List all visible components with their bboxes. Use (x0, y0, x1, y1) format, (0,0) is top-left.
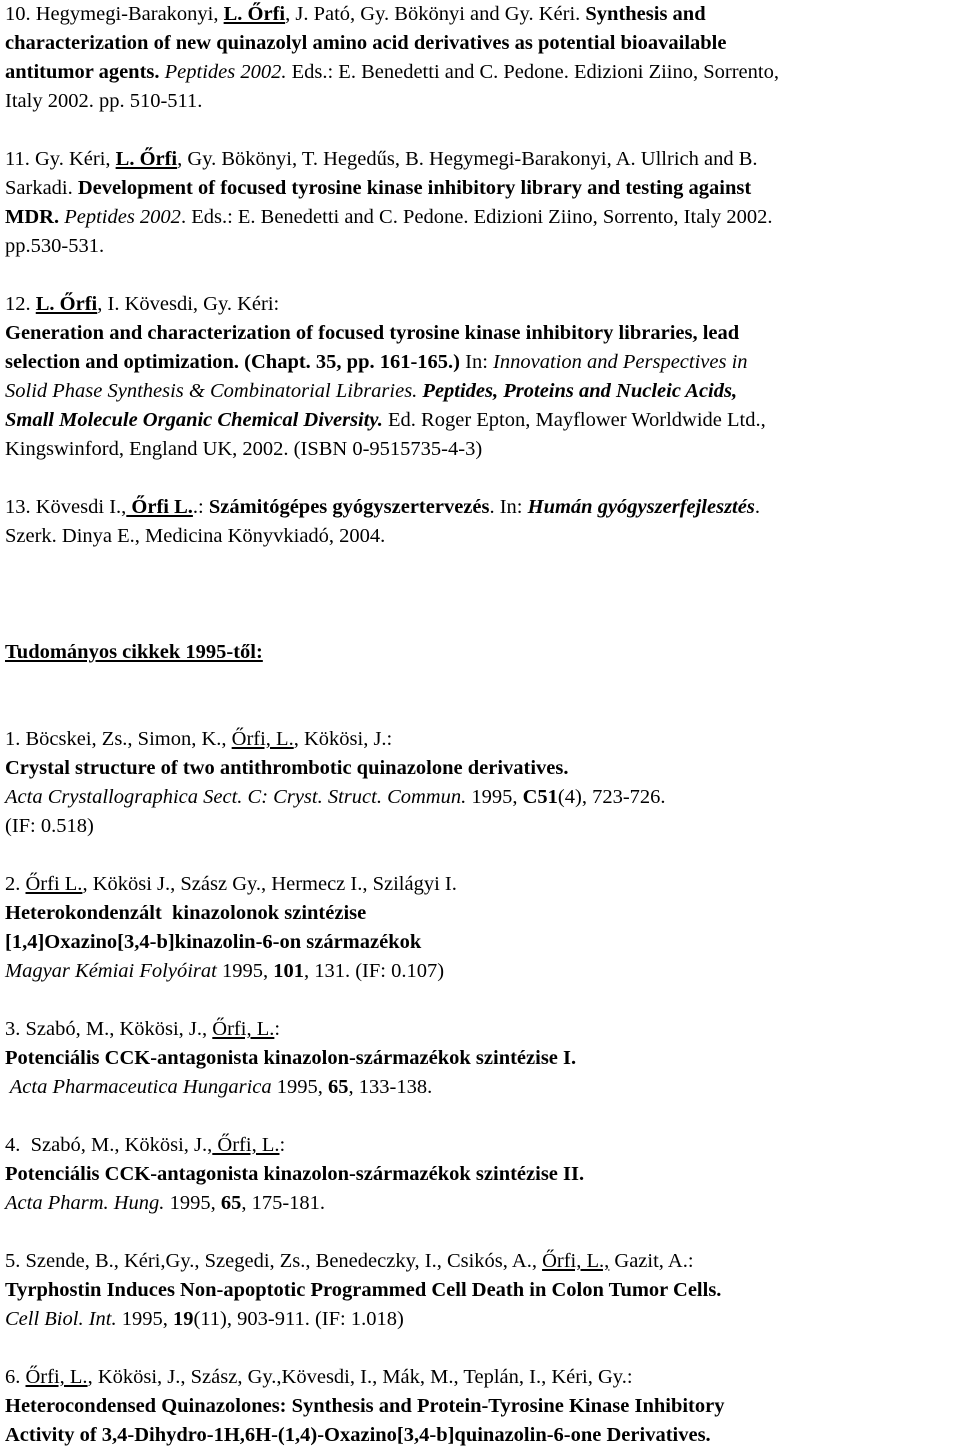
year: 1995, (116, 1308, 173, 1330)
reference-title: Számitógépes gyógyszertervezés (208, 496, 490, 518)
reference-title: Development of focused tyrosine kinase inhibitory library and testing against (77, 177, 752, 199)
reference-line (5, 783, 955, 812)
reference-line (5, 1247, 955, 1276)
reference-11 (5, 145, 955, 261)
reference-line (5, 174, 955, 203)
authors: , Kökösi, J., Szász, Gy.,Kövesdi, I., Mák, M., Teplán, I., Kéri, Gy.: (87, 1366, 633, 1388)
highlighted-author: L. Őrfi (115, 148, 178, 170)
highlighted-author: Őrfi L. (25, 873, 83, 895)
document-page (5, 0, 955, 1450)
series-title: Small Molecule Organic Chemical Diversity. (5, 409, 383, 431)
reference-line (5, 0, 955, 29)
authors: 3. Szabó, M., Kökösi, J., (5, 1018, 213, 1040)
impact-factor: (IF: 0.518) (5, 815, 94, 837)
source-title: Innovation and Perspectives in (493, 351, 748, 373)
volume: C51 (522, 786, 558, 808)
series-title: Peptides, Proteins and Nucleic Acids, (417, 380, 738, 402)
reference-line (5, 1015, 955, 1044)
authors: Sarkadi. (5, 177, 78, 199)
authors: : (279, 1134, 286, 1156)
reference-line (5, 290, 955, 319)
journal-name: Acta Pharmaceutica Hungarica (5, 1076, 272, 1098)
source-details: Ed. Roger Epton, Mayflower Worldwide Ltd., (382, 409, 766, 431)
authors: 6. (5, 1366, 26, 1388)
highlighted-author: Őrfi, L. (231, 728, 294, 750)
article-title: Tyrphostin Induces Non-apoptotic Programmed Cell Death in Colon Tumor Cells. (5, 1279, 722, 1301)
authors: 1. Böcskei, Zs., Simon, K., (5, 728, 232, 750)
volume: 19 (172, 1308, 194, 1330)
article-4 (5, 1131, 955, 1218)
reference-line (5, 1305, 955, 1334)
authors: , Kökösi, J.: (293, 728, 393, 750)
journal-name: Acta Pharm. Hung. (5, 1192, 165, 1214)
article-title: Potenciális CCK-antagonista kinazolon-származékok szintézise II. (5, 1163, 585, 1185)
authors: , J. Pató, Gy. Bökönyi and Gy. Kéri. (285, 3, 586, 25)
punctuation: . (754, 496, 760, 518)
highlighted-author: Őrfi, L. (212, 1134, 280, 1156)
article-6 (5, 1363, 955, 1450)
reference-line (5, 1363, 955, 1392)
reference-title: Synthesis and (585, 3, 706, 25)
reference-line (5, 957, 955, 986)
source-title: Humán gyógyszerfejlesztés (527, 496, 755, 518)
authors: .: (192, 496, 209, 518)
article-5 (5, 1247, 955, 1334)
pages: , 133-138. (348, 1076, 433, 1098)
authors: , Kökösi J., Szász Gy., Hermecz I., Szilágyi I. (82, 873, 457, 895)
journal-name: Cell Biol. Int. (5, 1308, 117, 1330)
highlighted-author: L. Őrfi (35, 293, 98, 315)
authors: Gazit, A.: (609, 1250, 694, 1272)
source-title: Peptides 2002. (159, 61, 287, 83)
reference-12 (5, 290, 955, 464)
source-details: Szerk. Dinya E., Medicina Könyvkiadó, 2004. (5, 525, 386, 547)
reference-title: Generation and characterization of focused tyrosine kinase inhibitory libraries, lead (5, 322, 740, 344)
source-title: Solid Phase Synthesis & Combinatorial Libraries. (5, 380, 418, 402)
pages: (4), 723-726. (557, 786, 666, 808)
article-title: Crystal structure of two antithrombotic quinazolone derivatives. (5, 757, 569, 779)
highlighted-author: Őrfi, L. (212, 1018, 275, 1040)
article-title: Heterokondenzált kinazolonok szintézise (5, 902, 367, 924)
year: 1995, (164, 1192, 221, 1214)
source-prefix: In: (460, 351, 494, 373)
reference-line (5, 493, 955, 522)
journal-name: Acta Crystallographica Sect. C: Cryst. Struct. Commun. (5, 786, 467, 808)
source-details: . Eds.: E. Benedetti and C. Pedone. Edizioni Ziino, Sorrento, Italy 2002. (180, 206, 773, 228)
source-title: Peptides 2002 (64, 206, 181, 228)
reference-line (5, 58, 955, 87)
highlighted-author: Őrfi, L., (542, 1250, 610, 1272)
source-prefix: . In: (489, 496, 528, 518)
reference-title: selection and optimization. (Chapt. 35, pp. 161-165.) (5, 351, 461, 373)
article-1 (5, 725, 955, 841)
year: 1995, (271, 1076, 329, 1098)
authors: 13. Kövesdi I., (5, 496, 127, 518)
highlighted-author: L. Őrfi (223, 3, 286, 25)
reference-line (5, 1189, 955, 1218)
article-title: Potenciális CCK-antagonista kinazolon-származékok szintézise I. (5, 1047, 577, 1069)
reference-title: characterization of new quinazolyl amino acid derivatives as potential bioavailable (5, 32, 727, 54)
source-details: pp.530-531. (5, 235, 105, 257)
article-title: Heterocondensed Quinazolones: Synthesis and Protein-Tyrosine Kinase Inhibitory (5, 1395, 725, 1417)
journal-name: Magyar Kémiai Folyóirat (5, 960, 217, 982)
authors: 4. Szabó, M., Kökösi, J., (5, 1134, 213, 1156)
authors: : (274, 1018, 281, 1040)
source-details: Kingswinford, England UK, 2002. (ISBN 0-9515735-4-3) (5, 438, 483, 460)
reference-line (5, 870, 955, 899)
article-title: Activity of 3,4-Dihydro-1H,6H-(1,4)-Oxazino[3,4-b]quinazolin-6-one Derivatives. (5, 1424, 711, 1446)
authors: 12. (5, 293, 36, 315)
reference-line (5, 1073, 955, 1102)
highlighted-author: Őrfi, L. (25, 1366, 88, 1388)
highlighted-author: Őrfi L. (126, 496, 193, 518)
authors: 11. Gy. Kéri, (5, 148, 116, 170)
reference-10 (5, 0, 955, 116)
reference-line (5, 377, 955, 406)
pages: , 131. (IF: 0.107) (303, 960, 445, 982)
reference-line (5, 203, 955, 232)
volume: 65 (220, 1192, 242, 1214)
volume: 65 (328, 1076, 349, 1098)
article-subtitle: [1,4]Oxazino[3,4-b]kinazolin-6-on származékok (5, 931, 422, 953)
source-details: Eds.: E. Benedetti and C. Pedone. Edizioni Ziino, Sorrento, (286, 61, 779, 83)
reference-13 (5, 493, 955, 551)
authors: , Gy. Bökönyi, T. Hegedűs, B. Hegymegi-Barakonyi, A. Ullrich and B. (177, 148, 758, 170)
authors: 10. Hegymegi-Barakonyi, (5, 3, 224, 25)
reference-line (5, 348, 955, 377)
pages: (11), 903-911. (IF: 1.018) (193, 1308, 404, 1330)
pages: , 175-181. (241, 1192, 326, 1214)
reference-line (5, 725, 955, 754)
source-details: Italy 2002. pp. 510-511. (5, 90, 203, 112)
section-heading: Tudományos cikkek 1995-től: (5, 641, 263, 663)
reference-line (5, 406, 955, 435)
reference-line (5, 1131, 955, 1160)
year: 1995, (216, 960, 274, 982)
authors: , I. Kövesdi, Gy. Kéri: (97, 293, 280, 315)
reference-line (5, 145, 955, 174)
article-3 (5, 1015, 955, 1102)
year: 1995, (466, 786, 523, 808)
reference-title: MDR. (5, 206, 65, 228)
authors: 5. Szende, B., Kéri,Gy., Szegedi, Zs., Benedeczky, I., Csikós, A., (5, 1250, 543, 1272)
article-2 (5, 870, 955, 986)
reference-title: antitumor agents. (5, 61, 160, 83)
volume: 101 (273, 960, 304, 982)
authors: 2. (5, 873, 26, 895)
